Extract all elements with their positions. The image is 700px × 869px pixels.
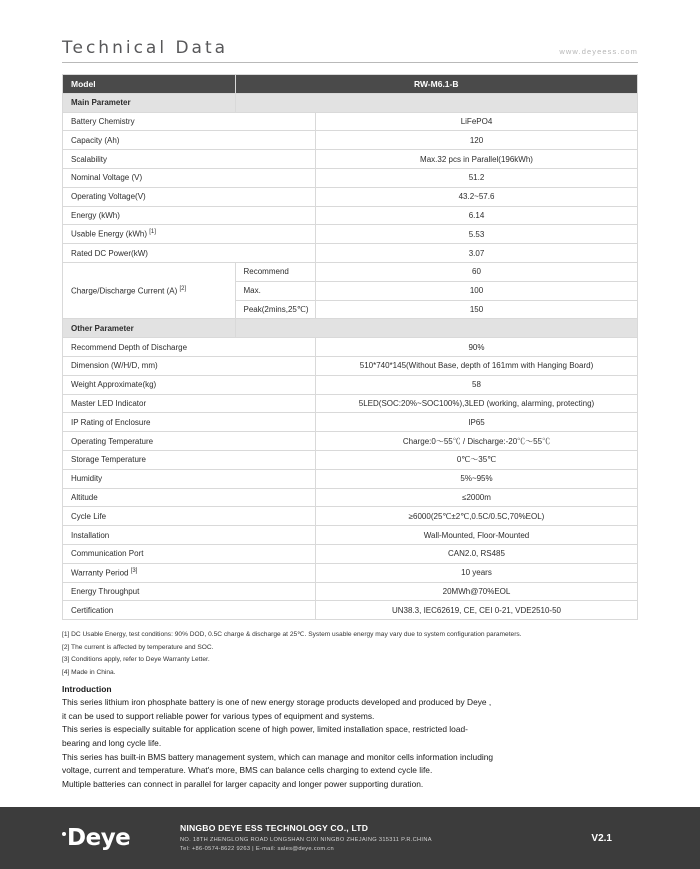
row-label-text: Warranty Period [71, 568, 129, 578]
table-row [63, 394, 638, 413]
row-value: CAN2.0, RS485 [316, 544, 638, 563]
row-value: ≤2000m [316, 488, 638, 507]
footnote-4: [4] Made in China. [62, 668, 116, 676]
specifications-table [62, 74, 638, 620]
row-label: Rated DC Power(kW) [63, 244, 316, 263]
section-title: Other Parameter [63, 319, 236, 338]
row-label: Energy (kWh) [63, 206, 316, 225]
footer-address: NO. 18TH ZHENGLONG ROAD LONGSHAN CIXI NINGBO ZHEJAING 315311 P.R.CHINA [180, 836, 432, 843]
header-website-url: www.deyeess.com [559, 47, 638, 56]
table-row [63, 356, 638, 375]
row-label: Weight Approximate(kg) [63, 375, 316, 394]
row-value: 43.2~57.6 [316, 187, 638, 206]
sub-row-value: 150 [316, 300, 638, 319]
section-title-filler [235, 93, 638, 112]
footnotes [62, 629, 638, 678]
grouped-label-footnote: [2] [179, 285, 187, 292]
row-label: Recommend Depth of Discharge [63, 338, 316, 357]
row-value: 10 years [316, 563, 638, 582]
sub-row-label: Peak(2mins,25℃) [235, 300, 316, 319]
row-value: Charge:0～55℃ / Discharge:-20℃～55℃ [316, 432, 638, 451]
introduction-title: Introduction [62, 684, 112, 695]
table-section-main-parameter [63, 93, 638, 112]
table-section-other-parameter [63, 319, 638, 338]
row-value: 0℃～35℃ [316, 450, 638, 469]
row-value: 5.53 [316, 225, 638, 244]
row-label-text: Usable Energy (kWh) [71, 230, 148, 240]
row-value: Max.32 pcs in Parallel(196kWh) [316, 150, 638, 169]
page-header [62, 38, 638, 63]
table-row [63, 244, 638, 263]
footnote-1: [1] DC Usable Energy, test conditions: 90% DOD, 0.5C charge & discharge at 25℃. System usable energy may vary due to system configuration parameters. [62, 631, 522, 639]
row-label: Operating Temperature [63, 432, 316, 451]
row-label: IP Rating of Enclosure [63, 413, 316, 432]
footer-company-name: NINGBO DEYE ESS TECHNOLOGY CO., LTD [180, 822, 369, 833]
row-value: 5%~95% [316, 469, 638, 488]
row-label: Altitude [63, 488, 316, 507]
footnote-3: [3] Conditions apply, refer to Deye Warranty Letter. [62, 656, 210, 664]
table-row [63, 338, 638, 357]
table-row [63, 450, 638, 469]
row-label: Humidity [63, 469, 316, 488]
page-title: Technical Data [62, 38, 229, 58]
sub-row-value: 100 [316, 281, 638, 300]
row-label: Scalability [63, 150, 316, 169]
table-row [63, 582, 638, 601]
row-label: Battery Chemistry [63, 112, 316, 131]
row-value: ≥6000(25℃±2℃,0.5C/0.5C,70%EOL) [316, 507, 638, 526]
introduction-line: bearing and long cycle life. [62, 738, 162, 749]
introduction-line: voltage, current and temperature. What's more, BMS can balance cells charging to extend cycle life. [62, 765, 433, 776]
grouped-row-label [63, 262, 236, 318]
table-row [63, 112, 638, 131]
introduction-body [62, 696, 638, 791]
footnote-2: [2] The current is affected by temperature and SOC. [62, 643, 214, 651]
row-label [63, 563, 316, 582]
model-value: RW-M6.1-B [235, 75, 638, 94]
row-label [63, 225, 316, 244]
row-value: 120 [316, 131, 638, 150]
deye-logo [62, 825, 174, 851]
row-label: Nominal Voltage (V) [63, 168, 316, 187]
table-row [63, 225, 638, 244]
introduction-line: This series has built-in BMS battery management system, which can manage and monitor cells information including [62, 751, 494, 762]
table-row [63, 413, 638, 432]
sub-row-label: Max. [235, 281, 316, 300]
table-row [63, 375, 638, 394]
table-row [63, 544, 638, 563]
section-title-filler [235, 319, 638, 338]
table-row [63, 206, 638, 225]
table-row [63, 150, 638, 169]
logo-text: Deye [67, 825, 131, 851]
row-label: Storage Temperature [63, 450, 316, 469]
introduction-line: Multiple batteries can connect in parallel for larger capacity and longer power supporting duration. [62, 778, 424, 789]
logo-dot-icon [62, 832, 66, 836]
row-value: LiFePO4 [316, 112, 638, 131]
row-label: Master LED Indicator [63, 394, 316, 413]
row-label-footnote: [3] [130, 567, 138, 574]
row-value: UN38.3, IEC62619, CE, CEI 0-21, VDE2510-50 [316, 601, 638, 620]
row-value: Wall-Mounted, Floor-Mounted [316, 526, 638, 545]
row-value: 3.07 [316, 244, 638, 263]
table-row [63, 432, 638, 451]
table-row [63, 526, 638, 545]
model-label: Model [63, 75, 236, 94]
footer-company-info [174, 823, 591, 853]
footer-contact: Tel: +86-0574-8622 9263 | E-mail: sales@deye.com.cn [180, 845, 334, 852]
grouped-label-text: Charge/Discharge Current (A) [71, 286, 178, 296]
row-label: Certification [63, 601, 316, 620]
row-value: 510*740*145(Without Base, depth of 161mm with Hanging Board) [316, 356, 638, 375]
table-row [63, 187, 638, 206]
table-row [63, 131, 638, 150]
row-value: 90% [316, 338, 638, 357]
row-value: 6.14 [316, 206, 638, 225]
table-row [63, 563, 638, 582]
introduction-line: This series is especially suitable for application scene of high power, limited installation space, restricted load- [62, 724, 468, 735]
row-value: 58 [316, 375, 638, 394]
section-title: Main Parameter [63, 93, 236, 112]
row-label: Cycle Life [63, 507, 316, 526]
table-row [63, 469, 638, 488]
row-value: 20MWh@70%EOL [316, 582, 638, 601]
row-label: Capacity (Ah) [63, 131, 316, 150]
row-label: Energy Throughput [63, 582, 316, 601]
table-row [63, 601, 638, 620]
sub-row-value: 60 [316, 262, 638, 281]
introduction-line: it can be used to support reliable power for various types of equipment and systems. [62, 710, 375, 721]
page-footer [0, 807, 700, 869]
sub-row-label: Recommend [235, 262, 316, 281]
row-label: Installation [63, 526, 316, 545]
introduction-line: This series lithium iron phosphate battery is one of new energy storage products developed and produced by Deye , [62, 697, 492, 708]
document-version: V2.1 [591, 832, 612, 844]
row-label-footnote: [1] [149, 229, 156, 236]
row-label: Dimension (W/H/D, mm) [63, 356, 316, 375]
table-row-model [63, 75, 638, 94]
row-value: 5LED(SOC:20%~SOC100%),3LED (working, alarming, protecting) [316, 394, 638, 413]
table-row [63, 507, 638, 526]
row-label: Communication Port [63, 544, 316, 563]
table-row-grouped [63, 262, 638, 281]
table-row [63, 168, 638, 187]
table-row [63, 488, 638, 507]
row-value: 51.2 [316, 168, 638, 187]
row-value: IP65 [316, 413, 638, 432]
row-label: Operating Voltage(V) [63, 187, 316, 206]
